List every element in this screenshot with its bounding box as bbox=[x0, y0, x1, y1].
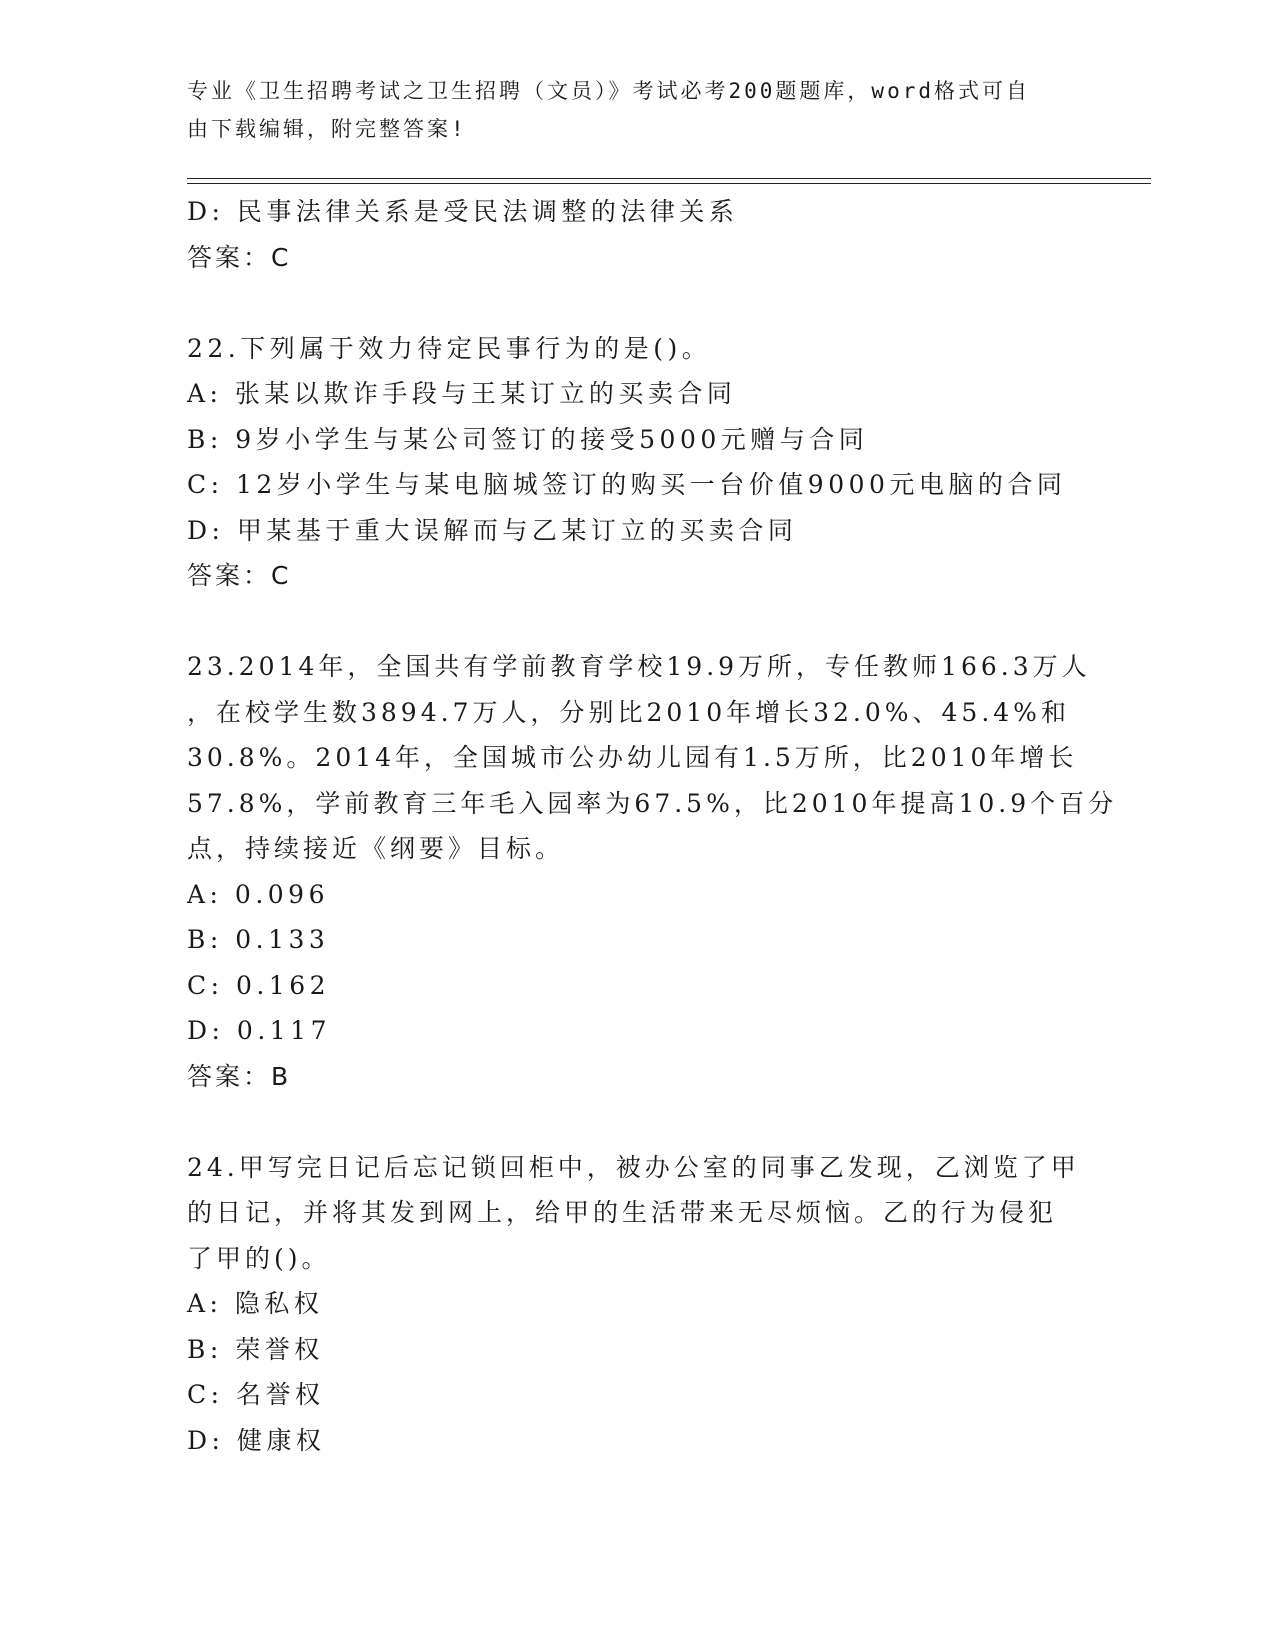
spacer bbox=[187, 599, 1087, 645]
q24-option-c: C: 名誉权 bbox=[187, 1380, 325, 1409]
q23-stem-line: 点，持续接近《纲要》目标。 bbox=[187, 834, 565, 863]
q23-stem-line: ，在校学生数3894.7万人，分别比2010年增长32.0%、45.4%和 bbox=[187, 697, 1070, 727]
q22-answer: 答案：C bbox=[187, 561, 292, 590]
q23-answer: 答案：B bbox=[187, 1061, 292, 1091]
q23-option-d: D: 0.117 bbox=[187, 1016, 331, 1045]
q24-stem-line: 了甲的()。 bbox=[187, 1243, 331, 1273]
q24-option-d: D: 健康权 bbox=[187, 1425, 326, 1455]
spacer bbox=[187, 1099, 1087, 1145]
q21-answer: 答案：C bbox=[187, 242, 292, 272]
header-line-1: 专业《卫生招聘考试之卫生招聘（文员）》考试必考200题题库，word格式可自 bbox=[187, 79, 1030, 103]
q22-option-d: D: 甲某基于重大误解而与乙某订立的买卖合同 bbox=[187, 515, 798, 545]
q22-option-b: B: 9岁小学生与某公司签订的接受5000元赠与合同 bbox=[187, 424, 869, 454]
q23-option-c: C: 0.162 bbox=[187, 970, 331, 1000]
q23-stem-line: 57.8%，学前教育三年毛入园率为67.5%，比2010年提高10.9个百分 bbox=[187, 788, 1118, 818]
q22-stem: 22.下列属于效力待定民事行为的是()。 bbox=[187, 333, 712, 363]
q24-option-b: B: 荣誉权 bbox=[187, 1334, 324, 1364]
q24-stem-line: 的日记，并将其发到网上，给甲的生活带来无尽烦恼。乙的行为侵犯 bbox=[187, 1198, 1058, 1227]
header-divider-top bbox=[187, 178, 1151, 179]
question-content bbox=[187, 189, 1118, 1463]
q23-option-b: B: 0.133 bbox=[187, 925, 330, 954]
q24-option-a: A: 隐私权 bbox=[187, 1289, 324, 1318]
q23-option-a: A: 0.096 bbox=[187, 879, 329, 909]
q23-stem-line: 30.8%。2014年，全国城市公办幼儿园有1.5万所，比2010年增长 bbox=[187, 743, 1078, 772]
q22-option-c: C: 12岁小学生与某电脑城签订的购买一台价值9000元电脑的合同 bbox=[187, 470, 1067, 499]
spacer bbox=[187, 280, 1087, 326]
header-line-2: 由下载编辑，附完整答案! bbox=[187, 117, 467, 141]
q22-option-a: A: 张某以欺诈手段与王某订立的买卖合同 bbox=[187, 379, 737, 408]
q21-option-d: D: 民事法律关系是受民法调整的法律关系 bbox=[187, 197, 739, 226]
header-divider-bottom bbox=[187, 183, 1151, 184]
q23-stem-line: 23.2014年，全国共有学前教育学校19.9万所，专任教师166.3万人 bbox=[187, 652, 1091, 681]
q24-stem-line: 24.甲写完日记后忘记锁回柜中，被办公室的同事乙发现，乙浏览了甲 bbox=[187, 1152, 1080, 1182]
document-header bbox=[187, 72, 1067, 148]
